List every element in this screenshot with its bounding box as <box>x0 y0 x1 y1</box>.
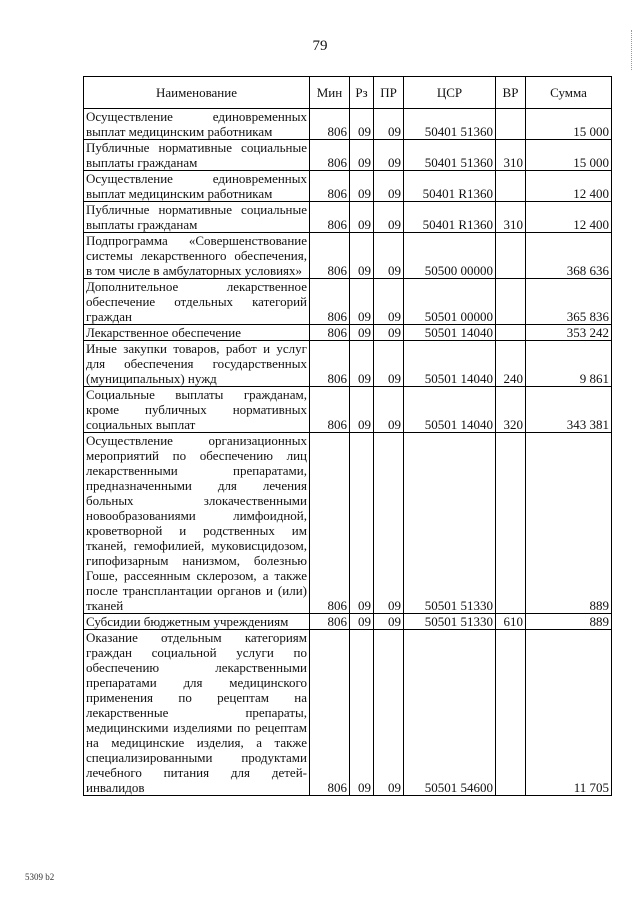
cell-pr: 09 <box>374 387 404 433</box>
cell-name: Социальные выплаты гражданам, кроме публичных нормативных социальных выплат <box>84 387 310 433</box>
header-min: Мин <box>310 77 350 109</box>
cell-sum: 365 836 <box>526 279 612 325</box>
cell-pr: 09 <box>374 614 404 630</box>
cell-rz: 09 <box>350 202 374 233</box>
table-row <box>84 171 612 202</box>
cell-min: 806 <box>310 614 350 630</box>
cell-pr: 09 <box>374 140 404 171</box>
cell-vr <box>496 233 526 279</box>
cell-vr: 310 <box>496 140 526 171</box>
cell-rz: 09 <box>350 341 374 387</box>
cell-pr: 09 <box>374 325 404 341</box>
cell-vr <box>496 433 526 614</box>
cell-sum: 353 242 <box>526 325 612 341</box>
cell-vr <box>496 630 526 796</box>
cell-sum: 889 <box>526 614 612 630</box>
cell-vr: 310 <box>496 202 526 233</box>
cell-name: Иные закупки товаров, работ и услуг для обеспечения государственных (муниципальных) нужд <box>84 341 310 387</box>
cell-sum: 12 400 <box>526 171 612 202</box>
cell-csr: 50501 14040 <box>404 387 496 433</box>
cell-rz: 09 <box>350 325 374 341</box>
cell-vr <box>496 109 526 140</box>
page-number: 79 <box>312 38 328 54</box>
cell-csr: 50501 00000 <box>404 279 496 325</box>
header-name: Наименование <box>84 77 310 109</box>
cell-pr: 09 <box>374 109 404 140</box>
header-row <box>84 77 612 109</box>
cell-sum: 889 <box>526 433 612 614</box>
header-vr: ВР <box>496 77 526 109</box>
cell-rz: 09 <box>350 233 374 279</box>
cell-name: Осуществление единовременных выплат медицинским работникам <box>84 109 310 140</box>
cell-csr: 50401 51360 <box>404 140 496 171</box>
cell-name: Субсидии бюджетным учреждениям <box>84 614 310 630</box>
cell-min: 806 <box>310 140 350 171</box>
cell-min: 806 <box>310 433 350 614</box>
cell-sum: 9 861 <box>526 341 612 387</box>
cell-vr: 240 <box>496 341 526 387</box>
header-pr: ПР <box>374 77 404 109</box>
cell-sum: 343 381 <box>526 387 612 433</box>
cell-name: Лекарственное обеспечение <box>84 325 310 341</box>
cell-csr: 50401 R1360 <box>404 171 496 202</box>
table-row <box>84 202 612 233</box>
table-row <box>84 614 612 630</box>
table-row <box>84 433 612 614</box>
budget-table <box>83 76 612 796</box>
cell-min: 806 <box>310 325 350 341</box>
cell-rz: 09 <box>350 614 374 630</box>
cell-vr: 320 <box>496 387 526 433</box>
cell-csr: 50501 54600 <box>404 630 496 796</box>
cell-rz: 09 <box>350 140 374 171</box>
cell-name: Подпрограмма «Совершенствование системы лекарственного обеспечения, в том числе в амбулаторных условиях» <box>84 233 310 279</box>
table-row <box>84 109 612 140</box>
cell-name: Дополнительное лекарственное обеспечение отдельных категорий граждан <box>84 279 310 325</box>
cell-csr: 50501 51330 <box>404 614 496 630</box>
cell-min: 806 <box>310 109 350 140</box>
table-row <box>84 140 612 171</box>
scan-edge-mark <box>631 30 636 70</box>
header-csr: ЦСР <box>404 77 496 109</box>
cell-pr: 09 <box>374 171 404 202</box>
cell-sum: 15 000 <box>526 140 612 171</box>
cell-pr: 09 <box>374 202 404 233</box>
cell-name: Осуществление единовременных выплат медицинским работникам <box>84 171 310 202</box>
table-row <box>84 279 612 325</box>
cell-rz: 09 <box>350 279 374 325</box>
cell-rz: 09 <box>350 171 374 202</box>
cell-sum: 11 705 <box>526 630 612 796</box>
cell-min: 806 <box>310 630 350 796</box>
table-row <box>84 630 612 796</box>
cell-pr: 09 <box>374 279 404 325</box>
cell-vr <box>496 171 526 202</box>
table-row <box>84 387 612 433</box>
cell-pr: 09 <box>374 433 404 614</box>
table-row <box>84 233 612 279</box>
cell-sum: 12 400 <box>526 202 612 233</box>
cell-rz: 09 <box>350 109 374 140</box>
table-row <box>84 341 612 387</box>
cell-sum: 15 000 <box>526 109 612 140</box>
cell-name: Публичные нормативные социальные выплаты гражданам <box>84 140 310 171</box>
cell-sum: 368 636 <box>526 233 612 279</box>
cell-min: 806 <box>310 233 350 279</box>
cell-pr: 09 <box>374 341 404 387</box>
cell-name: Осуществление организационных мероприятий по обеспечению лиц лекарственными препаратами, предназначенными для лечения больных злокачественными новообразованиями лимфоидной, кроветворной и родственных им тканей, гемофилией, муковисцидозом, гипофизарным нанизмом, болезнью Гоше, рассеянным склерозом, а также после трансплантации органов и (или) тканей <box>84 433 310 614</box>
cell-min: 806 <box>310 341 350 387</box>
table-body <box>84 109 612 796</box>
cell-csr: 50401 51360 <box>404 109 496 140</box>
cell-min: 806 <box>310 202 350 233</box>
footer-code: 5309 b2 <box>25 872 55 882</box>
cell-csr: 50500 00000 <box>404 233 496 279</box>
header-rz: Рз <box>350 77 374 109</box>
cell-min: 806 <box>310 387 350 433</box>
cell-csr: 50501 51330 <box>404 433 496 614</box>
cell-vr: 610 <box>496 614 526 630</box>
cell-min: 806 <box>310 279 350 325</box>
cell-min: 806 <box>310 171 350 202</box>
cell-rz: 09 <box>350 387 374 433</box>
cell-csr: 50501 14040 <box>404 325 496 341</box>
cell-name: Оказание отдельным категориям граждан социальной услуги по обеспечению лекарственными препаратами для медицинского применения по рецептам на лекарственные препараты, медицинскими изделиями по рецептам на медицинские изделия, а также специализированными продуктами лечебного питания для детей-инвалидов <box>84 630 310 796</box>
table-row <box>84 325 612 341</box>
cell-rz: 09 <box>350 630 374 796</box>
cell-pr: 09 <box>374 233 404 279</box>
cell-csr: 50501 14040 <box>404 341 496 387</box>
cell-vr <box>496 279 526 325</box>
cell-rz: 09 <box>350 433 374 614</box>
cell-vr <box>496 325 526 341</box>
cell-name: Публичные нормативные социальные выплаты гражданам <box>84 202 310 233</box>
cell-pr: 09 <box>374 630 404 796</box>
cell-csr: 50401 R1360 <box>404 202 496 233</box>
header-sum: Сумма <box>526 77 612 109</box>
